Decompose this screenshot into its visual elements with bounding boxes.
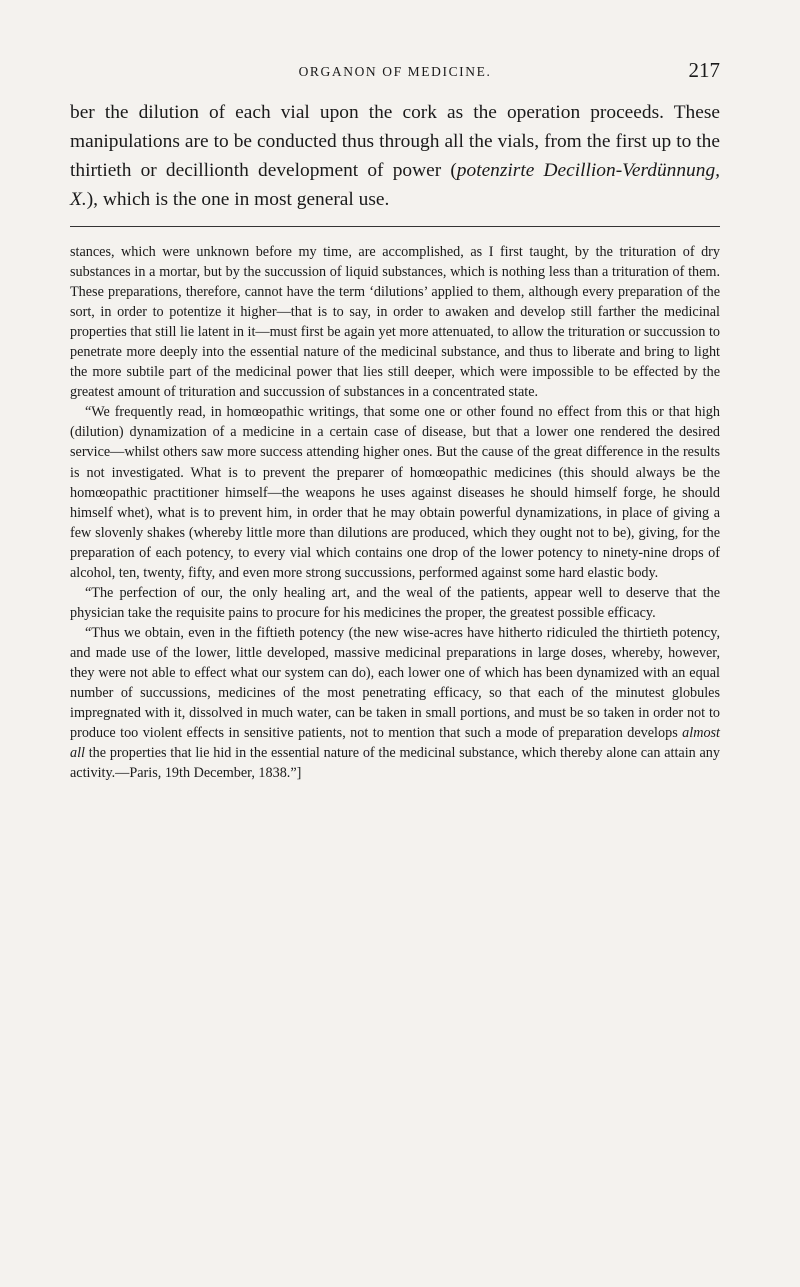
footnote-4-part-2: the properties that lie hid in the essential nature of the medicinal substance, which thereby alone can attain any activity.—Paris, 19th December, 1838.”]	[70, 745, 720, 782]
main-text-part-2: ), which is the one in most general use.	[86, 189, 390, 210]
footnote	[70, 242, 720, 783]
footnote-4-italic: almost all	[70, 725, 720, 762]
footnote-paragraph-2: “We frequently read, in homœopathic writings, that some one or other found no effect from this or that high (dilution) dynamization of a medicine in a certain case of disease, but that a lower one rendered the desired service—whilst others saw more success attending higher ones. But the cause of the great difference in the results is not investigated. What is to prevent the preparer of homœopathic medicines (this should always be the homœopathic practitioner himself—the weapons he uses against diseases he should himself forge, he should himself whet), what is to prevent him, in order that he may obtain powerful dynamizations, in place of giving a few slovenly shakes (whereby little more than dilutions are produced, which they ought not to be), giving, for the preparation of each potency, to every vial which contains one drop of the lower potency to ninety-nine drops of alcohol, ten, twenty, fifty, and even more strong succussions, performed against some hard elastic body.	[70, 404, 720, 581]
main-paragraph	[70, 98, 720, 214]
footnote-paragraph-3: “The perfection of our, the only healing art, and the weal of the patients, appear well to deserve that the physician take the requisite pains to procure for his medicines the proper, the greatest possible efficacy.	[70, 584, 720, 621]
main-text-italic-term: potenzirte Decillion-Verdünnung, X.	[70, 160, 720, 210]
running-title: ORGANON OF MEDICINE.	[298, 64, 492, 79]
footnote-4-part-1: “Thus we obtain, even in the fiftieth potency (the new wise-acres have hitherto ridiculed the thirtieth potency, and made use of the lower, little developed, massive medicinal preparations in large doses, whereby, however, they were not able to effect what our system can do), each lower one of which has been dynamized with an equal number of succussions, medicines of the most penetrating efficacy, so that each of the minutest globules impregnated with it, dissolved in much water, can be taken in small portions, and must be so taken in order not to produce too violent effects in sensitive patients, not to mention that such a mode of preparation develops	[70, 624, 720, 742]
footnote-paragraph-4	[70, 623, 720, 783]
book-page	[70, 58, 720, 783]
footnote-paragraph-1: stances, which were unknown before my time, are accomplished, as I first taught, by the trituration of dry substances in a mortar, but by the succussion of liquid substances, which is nothing less than a trituration of them. These preparations, therefore, cannot have the term ‘dilutions’ applied to them, although every preparation of the sort, in order to potentize it higher—that is to say, in order to awaken and develop still farther the medicinal properties that still lie latent in it—must first be again yet more attenuated, to allow the trituration or succussion to penetrate more deeply into the essential nature of the medicinal substance, and thus to liberate and bring to light the more subtile part of the medicinal power that lies still deeper, which were impossible to be effected by the greatest amount of trituration and succussion of substances in a concentrated state.	[70, 244, 720, 401]
page-number: 217	[688, 58, 720, 82]
footnote-separator	[70, 226, 720, 227]
main-text-part-1: ber the dilution of each vial upon the cork as the operation proceeds. These manipulations are to be conducted thus through all the vials, from the first up to the thirtieth or decillionth development of power (	[70, 102, 720, 181]
running-head	[70, 58, 720, 84]
